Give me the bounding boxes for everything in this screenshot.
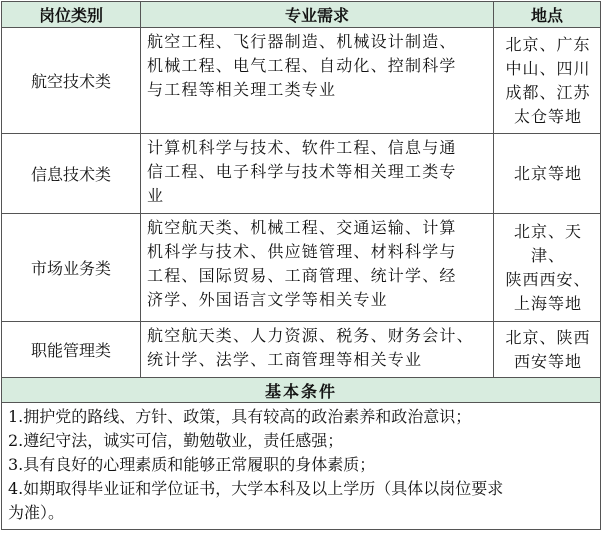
table-row [2,134,601,214]
location-line: 上海等地 [513,293,582,313]
location-line: 西安等地 [513,351,582,371]
requirement-line: 信工程、电子科学与技术等相关理工类专 [147,162,457,181]
basic-header-row [2,378,601,403]
requirement-cell [141,322,494,378]
location-cell [494,322,601,378]
basic-conditions-row [2,403,601,530]
header-location: 地点 [494,2,601,28]
basic-condition-item: 为准）。 [8,503,65,522]
requirement-line: 航空工程、飞行器制造、机械设计制造、 [147,32,457,51]
location-line: 北京、天津、 [513,221,582,265]
location-line: 成都、江苏 [505,82,591,102]
requirement-line: 与工程等相关理工类专业 [147,80,337,99]
location-line: 陕西西安、 [505,269,591,289]
requirement-line: 机科学与技术、供应链管理、材料科学与 [147,242,457,261]
header-row [2,2,601,28]
requirement-cell [141,214,494,322]
recruitment-table-container [1,1,600,530]
requirement-cell [141,134,494,214]
category-cell: 市场业务类 [2,214,141,322]
requirement-line: 济学、外国语言文学等相关专业 [147,290,388,309]
location-line: 北京、广东 [505,34,591,54]
basic-condition-item: 4.如期取得毕业证和学位证书，大学本科及以上学历（具体以岗位要求 [8,479,504,498]
recruitment-table [1,1,601,530]
requirement-line: 航空航天类、人力资源、税务、财务会计、 [147,326,474,345]
basic-conditions-cell [2,403,601,530]
requirement-line: 计算机科学与技术、软件工程、信息与通 [147,138,457,157]
basic-condition-item: 3.具有良好的心理素质和能够正常履职的身体素质； [8,455,376,474]
requirement-line: 统计学、法学、工商管理等相关专业 [147,350,423,369]
header-requirement: 专业需求 [141,2,494,28]
basic-condition-item: 1.拥护党的路线、方针、政策，具有较高的政治素养和政治意识； [8,407,472,426]
table-row [2,28,601,134]
location-line: 太仓等地 [513,106,582,126]
requirement-line: 航空航天类、机械工程、交通运输、计算 [147,218,457,237]
table-row [2,214,601,322]
location-cell [494,214,601,322]
basic-conditions-title: 基本条件 [2,378,601,403]
table-row [2,322,601,378]
location-line: 北京、陕西 [505,327,591,347]
location-line: 中山、四川 [505,58,591,78]
requirement-line: 业 [147,186,165,205]
location-cell [494,134,601,214]
category-cell: 信息技术类 [2,134,141,214]
header-category: 岗位类别 [2,2,141,28]
location-cell [494,28,601,134]
location-line: 北京等地 [513,163,582,183]
category-cell: 职能管理类 [2,322,141,378]
category-cell: 航空技术类 [2,28,141,134]
basic-condition-item: 2.遵纪守法，诚实可信，勤勉敬业，责任感强； [8,431,344,450]
requirement-cell [141,28,494,134]
requirement-line: 机械工程、电气工程、自动化、控制科学 [147,56,457,75]
requirement-line: 工程、国际贸易、工商管理、统计学、经 [147,266,457,285]
